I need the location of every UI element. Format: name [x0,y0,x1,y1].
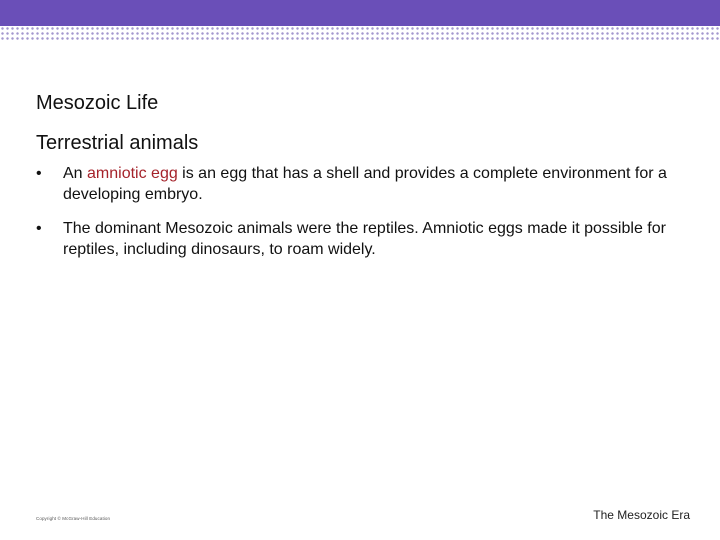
bullet-marker: • [36,165,42,182]
bullet-item-reptiles [36,218,676,260]
bullet-list [36,163,676,273]
bullet-item-amniotic-egg [36,163,676,205]
section-title: Terrestrial animals [36,132,199,154]
bullet-text: The dominant Mesozoic animals were the reptiles. Amniotic eggs made it possible for reptiles, including dinosaurs, to roam widely. [63,220,666,258]
highlighted-term: amniotic egg [87,165,178,182]
bullet-marker: • [36,220,42,237]
header-band [0,0,720,26]
slide-title: Mesozoic Life [36,92,159,114]
footer-chapter-title: The Mesozoic Era [593,508,690,522]
copyright-notice: Copyright © McGraw-Hill Education [36,516,111,521]
bullet-text-prefix: An [63,165,88,182]
header-dot-pattern [0,26,720,40]
bullet-text-suffix: is an egg that has a shell and provides a complete environment for a developing embryo. [63,165,667,203]
